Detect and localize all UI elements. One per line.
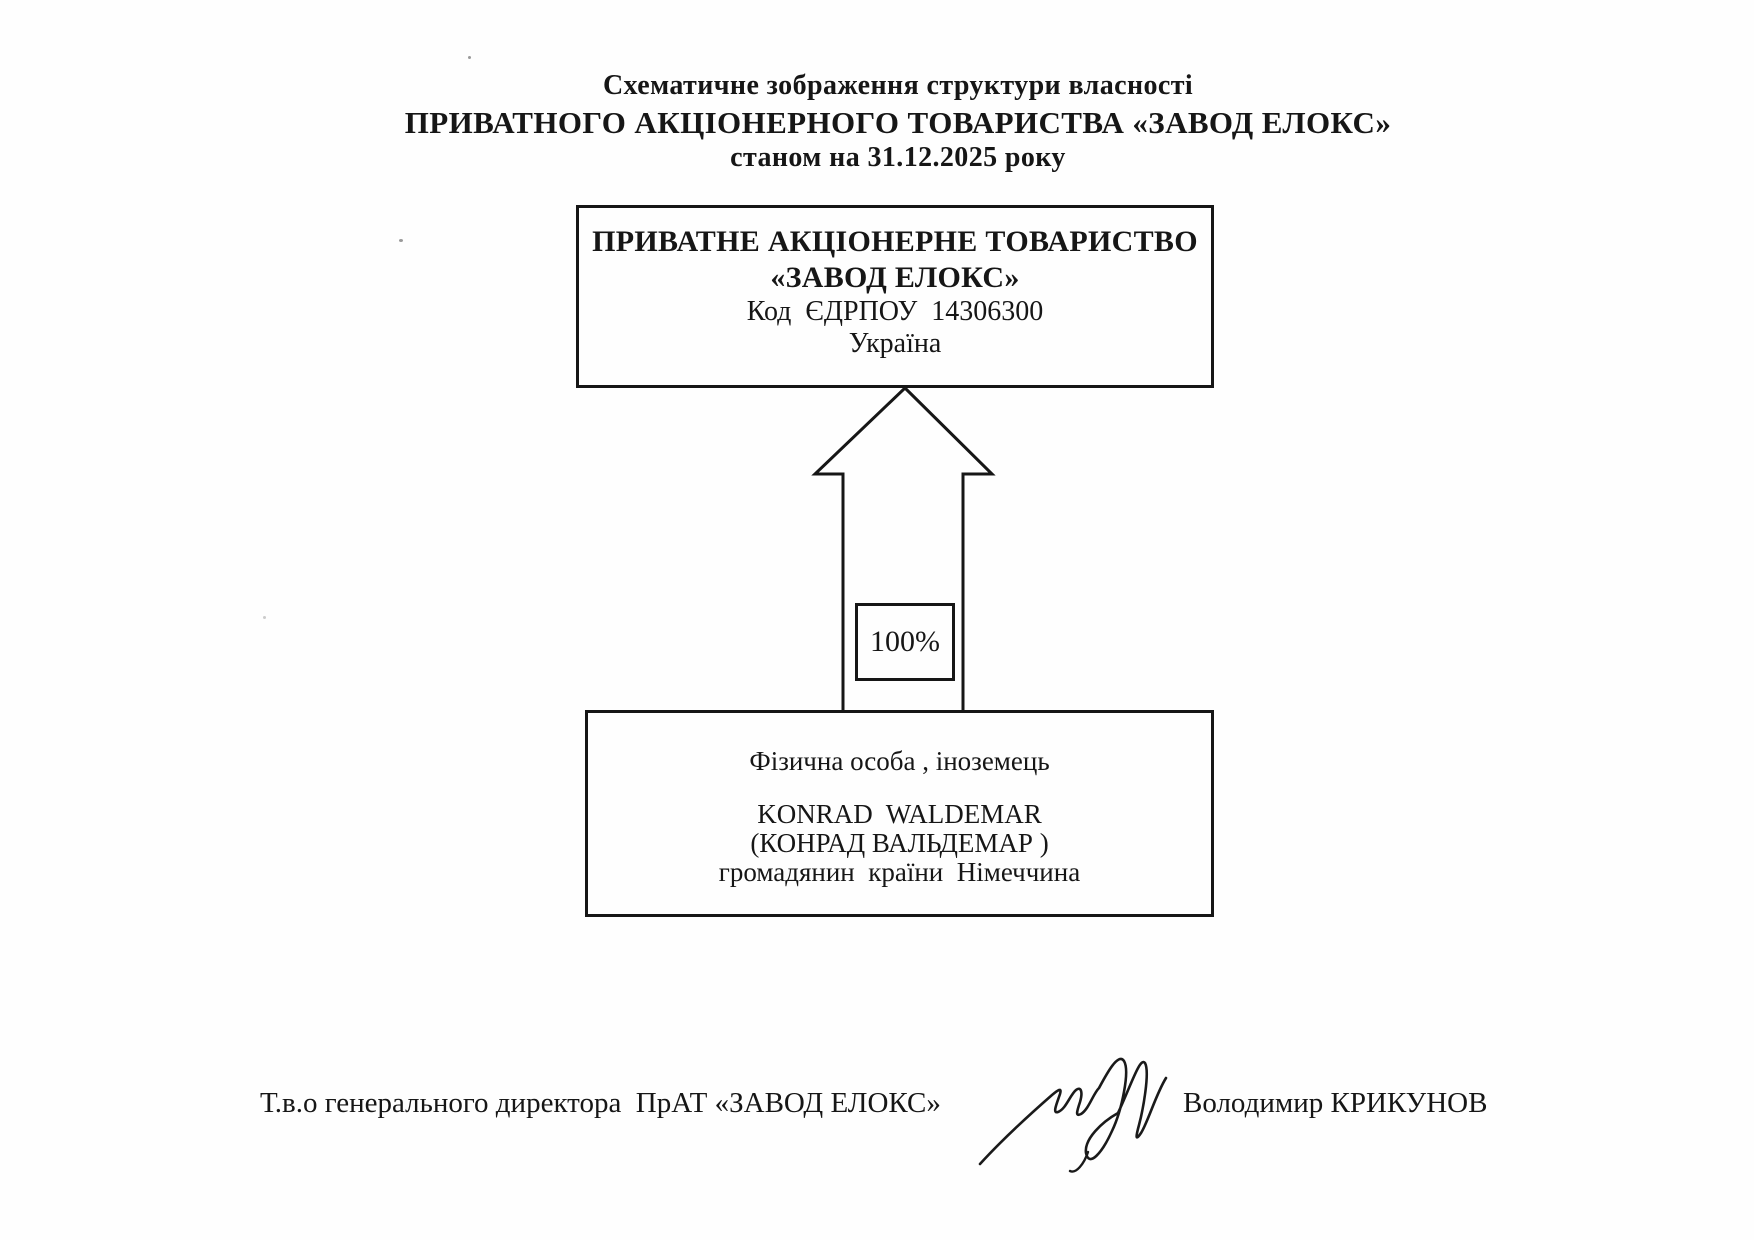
signer-name: Володимир КРИКУНОВ <box>1183 1087 1488 1119</box>
parent-company-edrpou-code: Код ЄДРПОУ 14306300 <box>746 296 1044 327</box>
title-line-2: ПРИВАТНОГО АКЦІОНЕРНОГО ТОВАРИСТВА «ЗАВОД ЕЛОКС» <box>404 105 1392 140</box>
ownership-share-value: 100% <box>870 625 940 658</box>
title-line-3: станом на 31.12.2025 року <box>730 142 1066 173</box>
scan-speck <box>263 616 266 619</box>
parent-company-name-line-1: ПРИВАТНЕ АКЦІОНЕРНЕ ТОВАРИСТВО <box>592 225 1198 258</box>
parent-company-name-line-2: «ЗАВОД ЕЛОКС» <box>770 261 1020 294</box>
parent-company-box <box>576 205 1214 388</box>
ownership-share-box <box>855 603 955 681</box>
parent-company-country: Україна <box>848 328 942 359</box>
scan-speck <box>399 239 403 242</box>
owner-box <box>585 710 1214 917</box>
document-title <box>42 68 1754 175</box>
owner-box-spacer <box>588 776 1211 800</box>
handwritten-signature-icon <box>972 1032 1182 1182</box>
owner-type: Фізична особа , іноземець <box>749 746 1050 776</box>
title-line-1: Схематичне зображення структури власності <box>602 70 1194 101</box>
scan-speck <box>468 56 471 59</box>
owner-citizenship: громадянин країни Німеччина <box>718 857 1081 887</box>
signer-position-label: Т.в.о генерального директора ПрАТ «ЗАВОД ЕЛОКС» <box>260 1087 941 1119</box>
owner-name-cyrillic: (КОНРАД ВАЛЬДЕМАР ) <box>750 828 1049 858</box>
owner-name-latin: KONRAD WALDEMAR <box>757 799 1042 829</box>
